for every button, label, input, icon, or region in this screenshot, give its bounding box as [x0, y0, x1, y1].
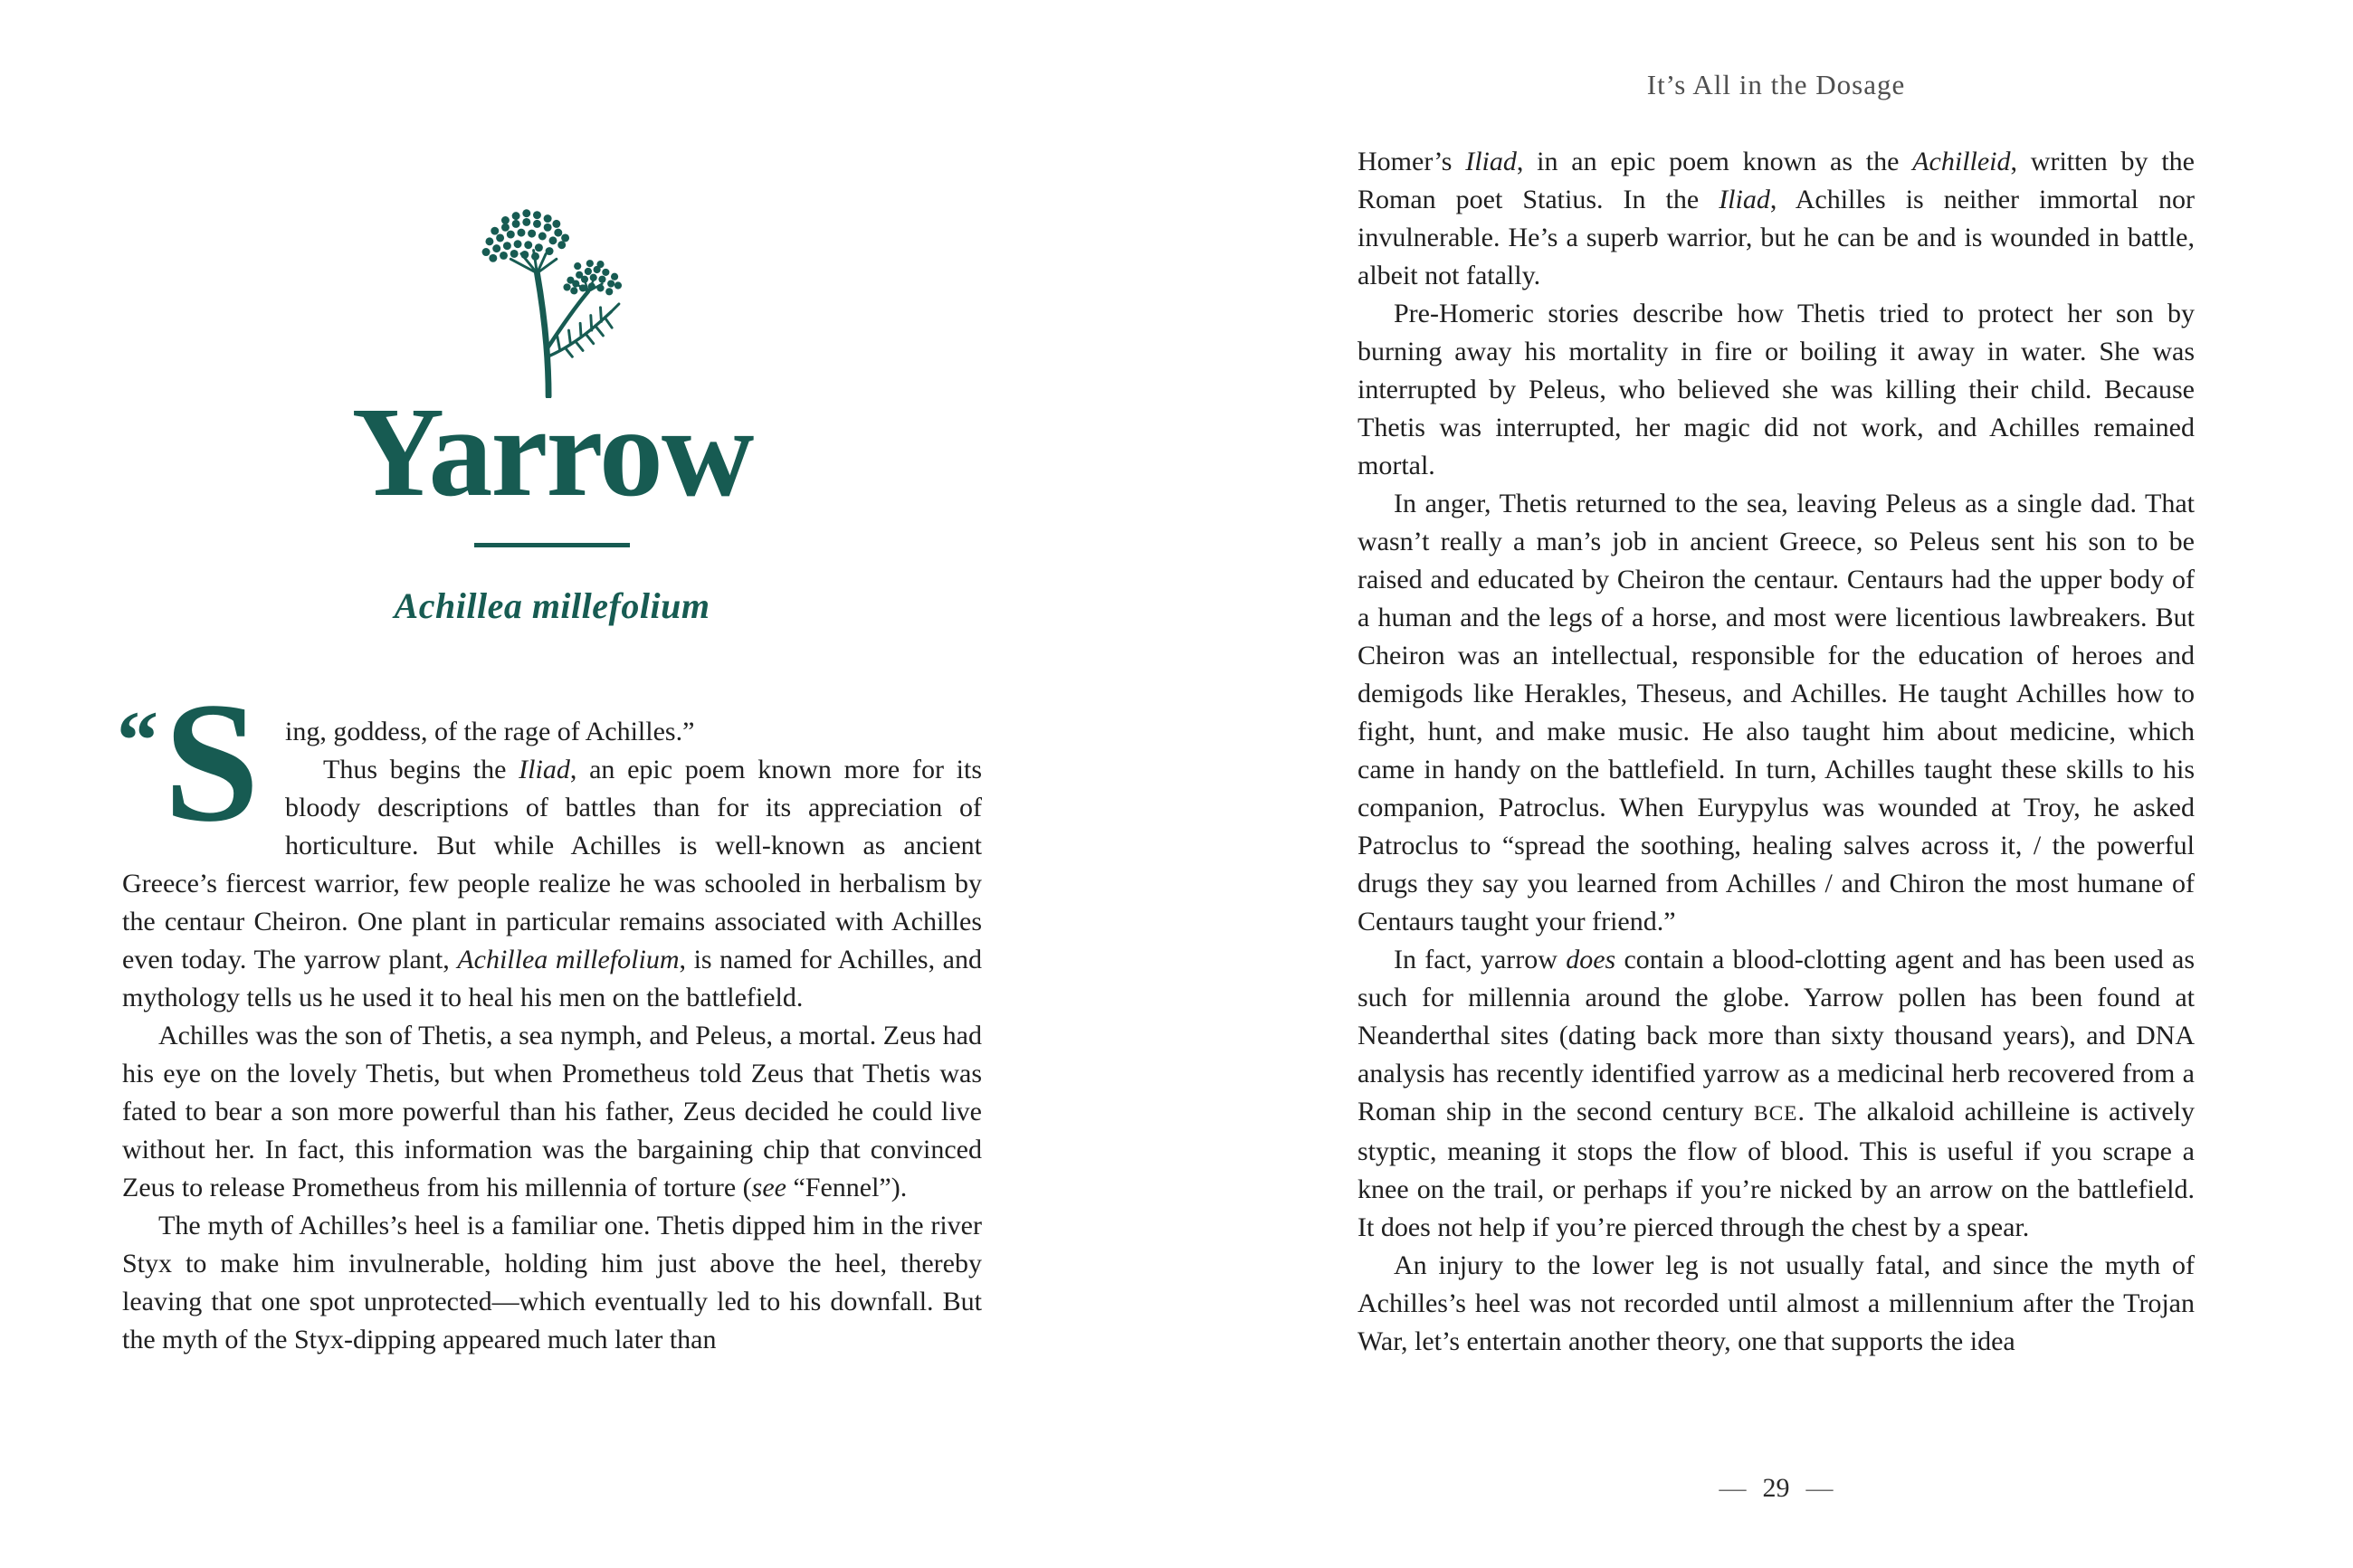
drop-cap — [117, 668, 278, 858]
left-body-text — [117, 668, 983, 1359]
paragraph: The myth of Achilles’s heel is a familiar one. Thetis dipped him in the river Styx to make him invulnerable, holding him just above the heel, thereby leaving that one spot unprotected—which eventually led to his downfall. But the myth of the Styx-dipping appeared much later than — [122, 1211, 982, 1354]
right-page — [1358, 0, 2195, 1568]
page-number: 29 — [1762, 1473, 1790, 1503]
drop-cap-letter: S — [164, 668, 260, 858]
folio-dash-right: — — [1805, 1473, 1834, 1503]
opening-rest: Thus begins the Iliad, an epic poem known more for its bloody descriptions of battles than for its appreciation of horticulture. But while Achilles is well-known as ancient Greece’s fiercest warrior, few people realize he was schooled in herbalism by the centaur Cheiron. One plant in particular remains associated with Achilles even today. The yarrow plant, Achillea millefolium, is named for Achilles, and mythology tells us he used it to heal his men on the battlefield. — [122, 755, 983, 1012]
yarrow-plant-illustration — [122, 204, 982, 398]
paragraph: Homer’s Iliad, in an epic poem known as the Achilleid, written by the Roman poet Statius. In the Iliad, Achilles is neither immortal nor invulnerable. He’s a superb warrior, but he can be and is wounded in battle, albeit not fatally. — [1358, 147, 2195, 290]
running-header: It’s All in the Dosage — [1646, 69, 1906, 100]
page-number-footer — [1358, 1473, 2195, 1504]
paragraph: Pre-Homeric stories describe how Thetis tried to protect her son by burning away his mortality in fire or boiling it away in water. She was interrupted by Peleus, who believed she was killing their child. Because Thetis was interrupted, her magic did not work, and Achilles remained mortal. — [1358, 299, 2195, 480]
opening-first-line: ing, goddess, of the rage of Achilles.” — [285, 717, 695, 746]
right-paragraphs — [1358, 143, 2195, 1361]
paragraph: In fact, yarrow does contain a blood-clotting agent and has been used as such for millennia around the globe. Yarrow pollen has been found at Neanderthal sites (dating back more than sixty thousand years), and DNA analysis has recently identified yarrow as a medicinal herb recovered from a Roman ship in the second century BCE. The alkaloid achilleine is actively styptic, meaning it stops the flow of blood. This is useful if you scrape a knee on the trail, or perhaps if you’re nicked by an arrow on the battlefield. It does not help if you’re pierced through the chest by a spear. — [1358, 945, 2195, 1242]
chapter-title: Yarrow — [351, 380, 753, 523]
latin-name-subtitle: Achillea millefolium — [394, 585, 710, 626]
title-divider — [474, 543, 630, 547]
paragraph: In anger, Thetis returned to the sea, leaving Peleus as a single dad. That wasn’t really a man’s job in ancient Greece, so Peleus sent his son to be raised and educated by Cheiron the centaur. Centaurs had the upper body of a human and the legs of a horse, and most were licentious lawbreakers. But Cheiron was an intellectual, responsible for the education of heroes and demigods like Herakles, Theseus, and Achilles. He taught Achilles how to fight, hunt, and make music. He also taught him about medicine, which came in handy on the battlefield. In turn, Achilles taught these skills to his companion, Patroclus. When Eurypylus was wounded at Troy, he asked Patroclus to “spread the soothing, healing salves across it, / the powerful drugs they say you learned from Achilles / and Chiron the most humane of Centaurs taught your friend.” — [1358, 489, 2195, 936]
right-body-text — [1358, 143, 2195, 1361]
folio-dash-left: — — [1719, 1473, 1747, 1503]
left-paragraphs — [122, 1017, 982, 1359]
yarrow-flower-icon — [458, 204, 646, 398]
opening-paragraph — [117, 668, 983, 1017]
paragraph: Achilles was the son of Thetis, a sea nymph, and Peleus, a mortal. Zeus had his eye on the lovely Thetis, but when Prometheus told Zeus that Thetis was fated to bear a son more powerful than his father, Zeus decided he could live without her. In fact, this information was the bargaining chip that convinced Zeus to release Prometheus from his millennia of torture (see “Fennel”). — [122, 1021, 982, 1202]
open-quote-mark: “ — [117, 694, 158, 786]
left-page — [117, 0, 983, 1568]
paragraph: An injury to the lower leg is not usually fatal, and since the myth of Achilles’s heel was not recorded until almost a millennium after the Trojan War, let’s entertain another theory, one that supports the idea — [1358, 1250, 2195, 1356]
